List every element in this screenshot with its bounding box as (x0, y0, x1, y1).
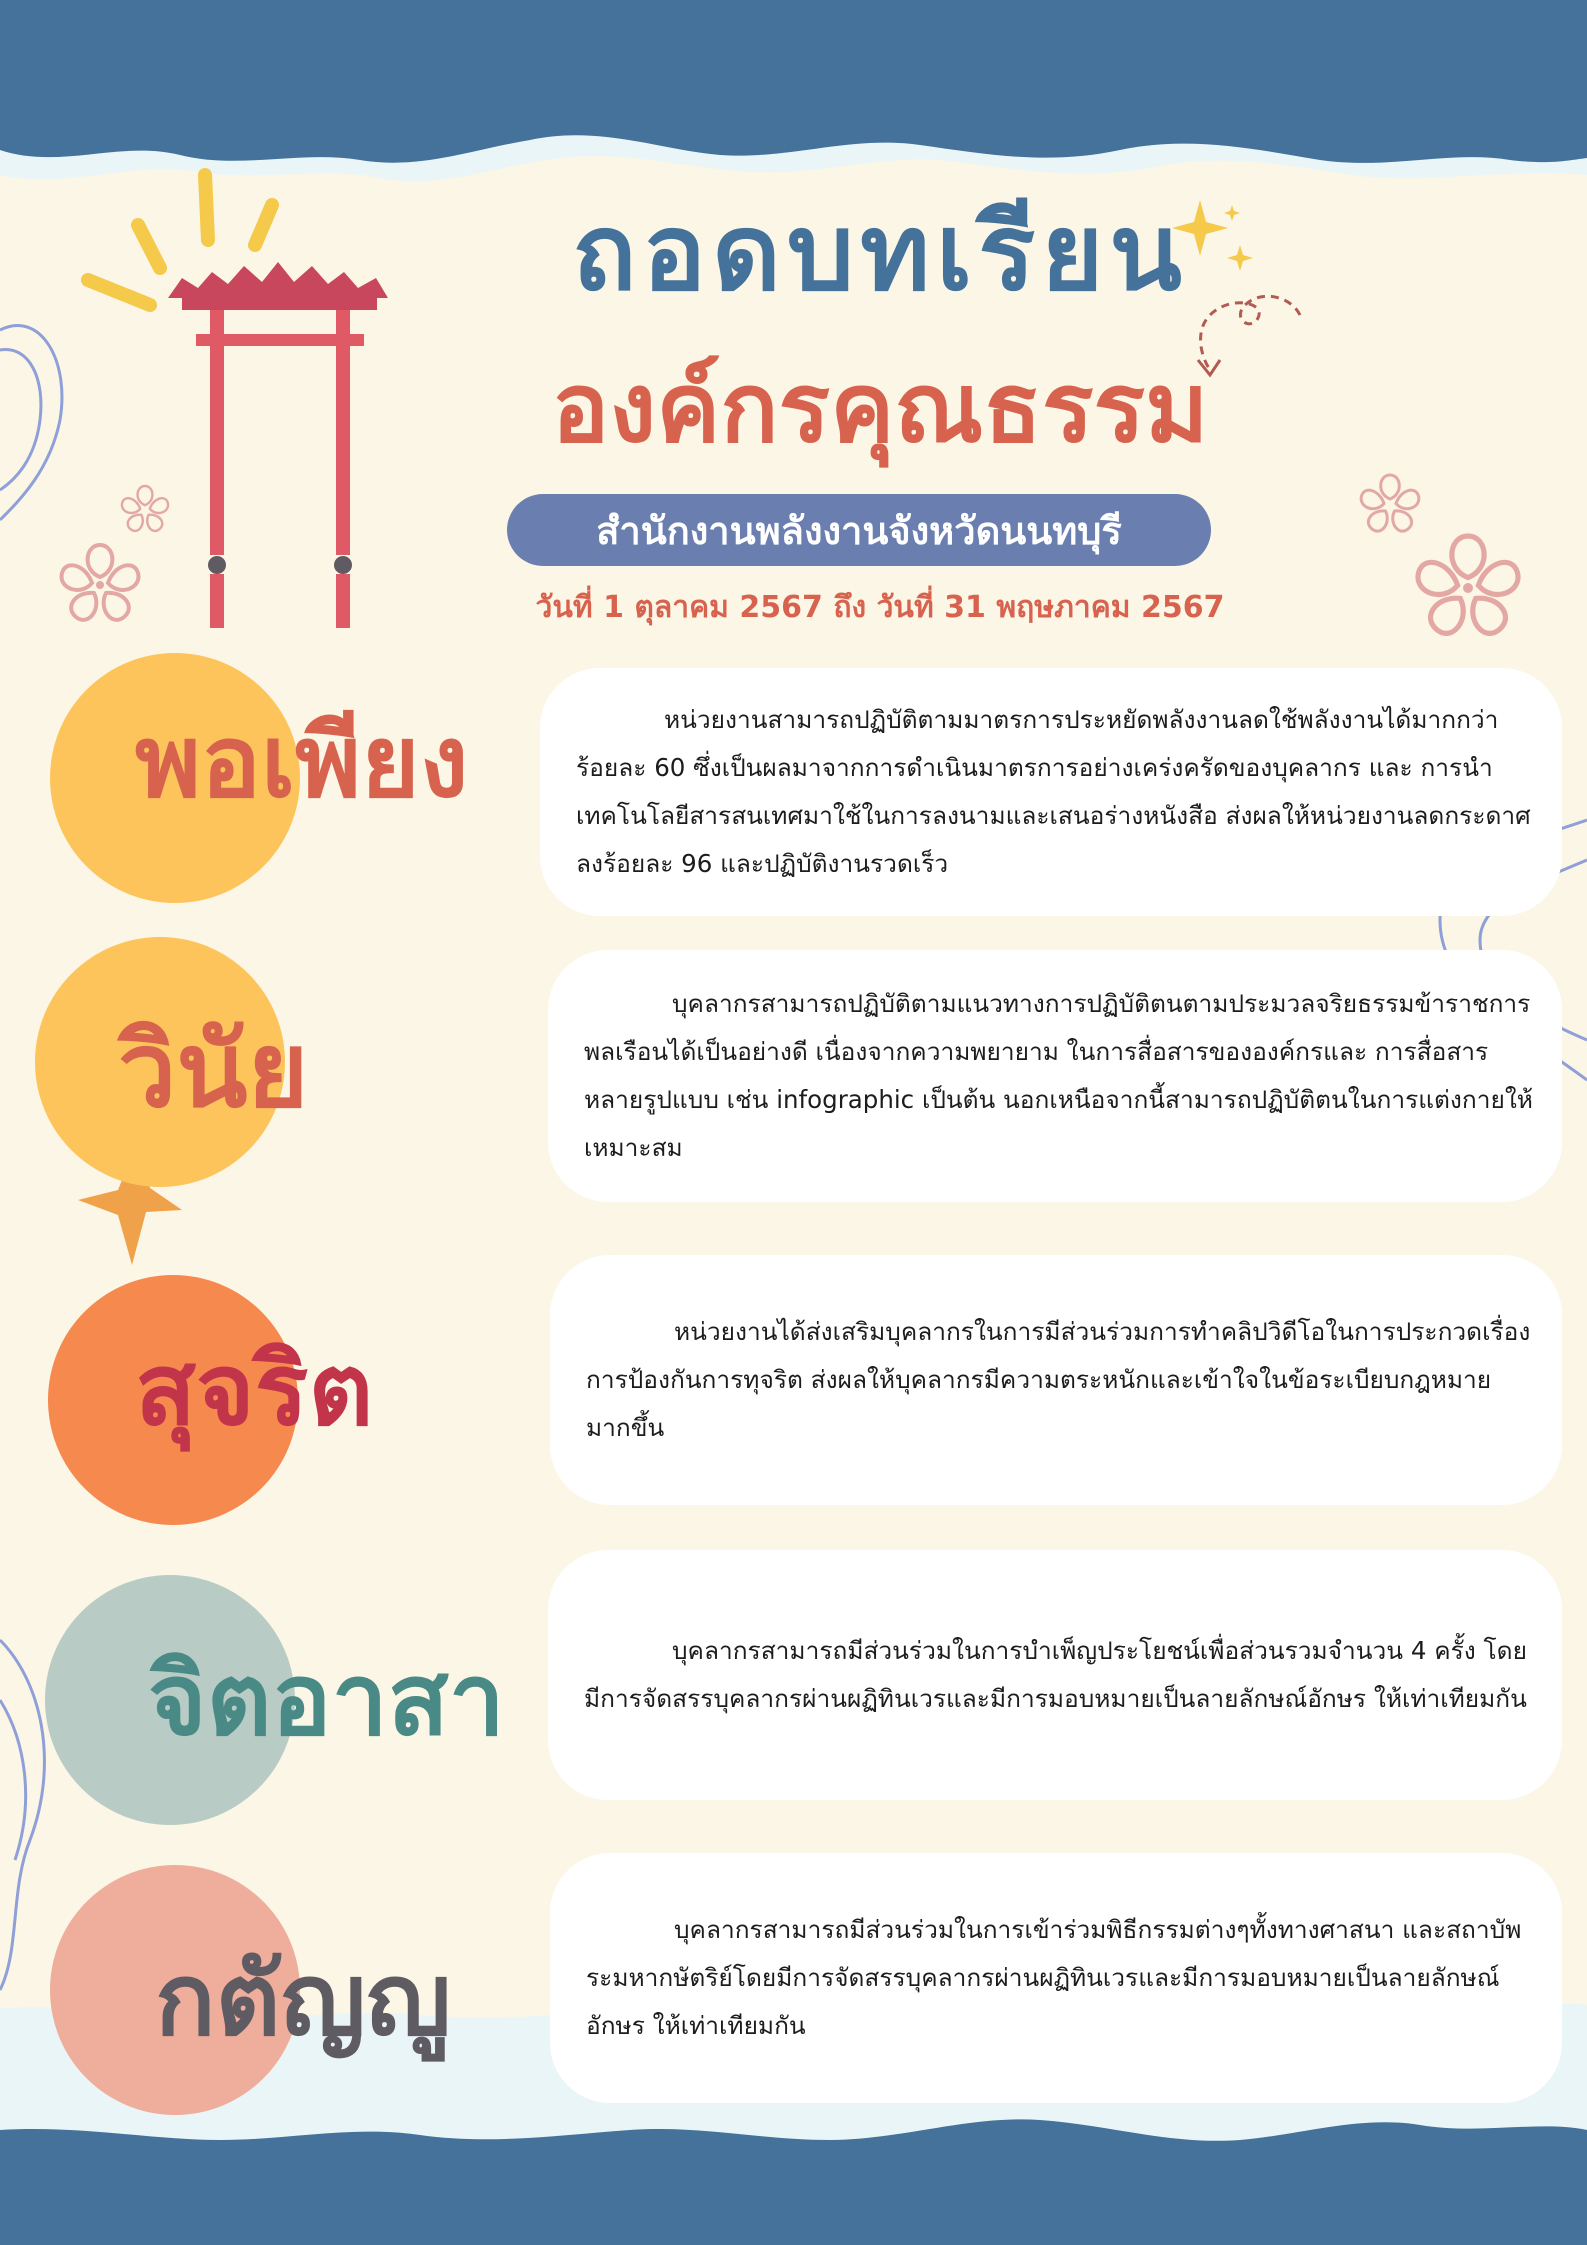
virtue-label: พอเพียง (135, 703, 469, 820)
office-badge (507, 494, 1211, 566)
virtue-description: หน่วยงานสามารถปฏิบัติตามมาตรการประหยัดพลังงานลดใช้พลังงานได้มากกว่าร้อยละ 60 ซึ่งเป็นผลมาจากการดำเนินมาตรการอย่างเคร่งครัดของบุคลากร และ การนำเทคโนโลยีสารสนเทศมาใช้ในการลงนามและเสนอร่างหนังสือ ส่งผลให้หน่วยงานลดกระดาศลงร้อยละ 96 และปฏิบัติงานรวดเร็ว (576, 705, 1531, 878)
office-label: สำนักงานพลังงานจังหวัดนนทบุรี (596, 508, 1122, 553)
virtue-description: หน่วยงานได้ส่งเสริมบุคลากรในการมีส่วนร่วมการทำคลิปวิดีโอในการประกวดเรื่องการป้องกันการทุจริต ส่งผลให้บุคลากรมีความตระหนักและเข้าใจในข้อระเบียบกฎหมายมากขึ้น (586, 1317, 1531, 1442)
virtue-description: บุคลากรสามารถมีส่วนร่วมในการเข้าร่วมพิธีกรรมต่างๆทั้งทางศาสนา และสถาบัพระมหากษัตริย์โดยมีการจัดสรรบุคลากรผ่านผฏิทินเวรและมีการมอบหมายเป็นลายลักษณ์อักษร ให้เท่าเทียมกัน (586, 1915, 1522, 2040)
virtue-label: กตัญญู (155, 1941, 451, 2058)
virtue-card (548, 950, 1562, 1202)
page-title: ถอดบทเรียน (572, 191, 1188, 314)
date-range: วันที่ 1 ตุลาคม 2567 ถึง วันที่ 31 พฤษภาคม 2567 (535, 590, 1225, 625)
virtue-card (548, 1550, 1562, 1800)
virtue-description: บุคลากรสามารถปฏิบัติตามแนวทางการปฏิบัติตนตามประมวลจริยธรรมข้าราชการพลเรือนได้เป็นอย่างดี เนื่องจากความพยายาม ในการสื่อสารขององค์กรและ การสื่อสารหลายรูปแบบ เช่น infographic เป็นต้น นอกเหนือจากนี้สามารถปฏิบัติตนในการแต่งกายให้เหมาะสม (584, 989, 1533, 1162)
virtue-label: วินัย (118, 1009, 309, 1131)
virtue-card (550, 1853, 1562, 2103)
virtue-card (540, 668, 1562, 916)
page-subtitle: องค์กรคุณธรรม (551, 352, 1209, 464)
virtue-description: บุคลากรสามารถมีส่วนร่วมในการบำเพ็ญประโยชน์เพื่อส่วนรวมจำนวน 4 ครั้ง โดยมีการจัดสรรบุคลากรผ่านผฏิทินเวรและมีการมอบหมายเป็นลายลักษณ์อักษร ให้เท่าเทียมกัน (584, 1636, 1527, 1713)
virtue-card (550, 1255, 1562, 1505)
virtue-label: จิตอาสา (148, 1641, 505, 1758)
virtue-label: สุจริต (135, 1331, 374, 1448)
